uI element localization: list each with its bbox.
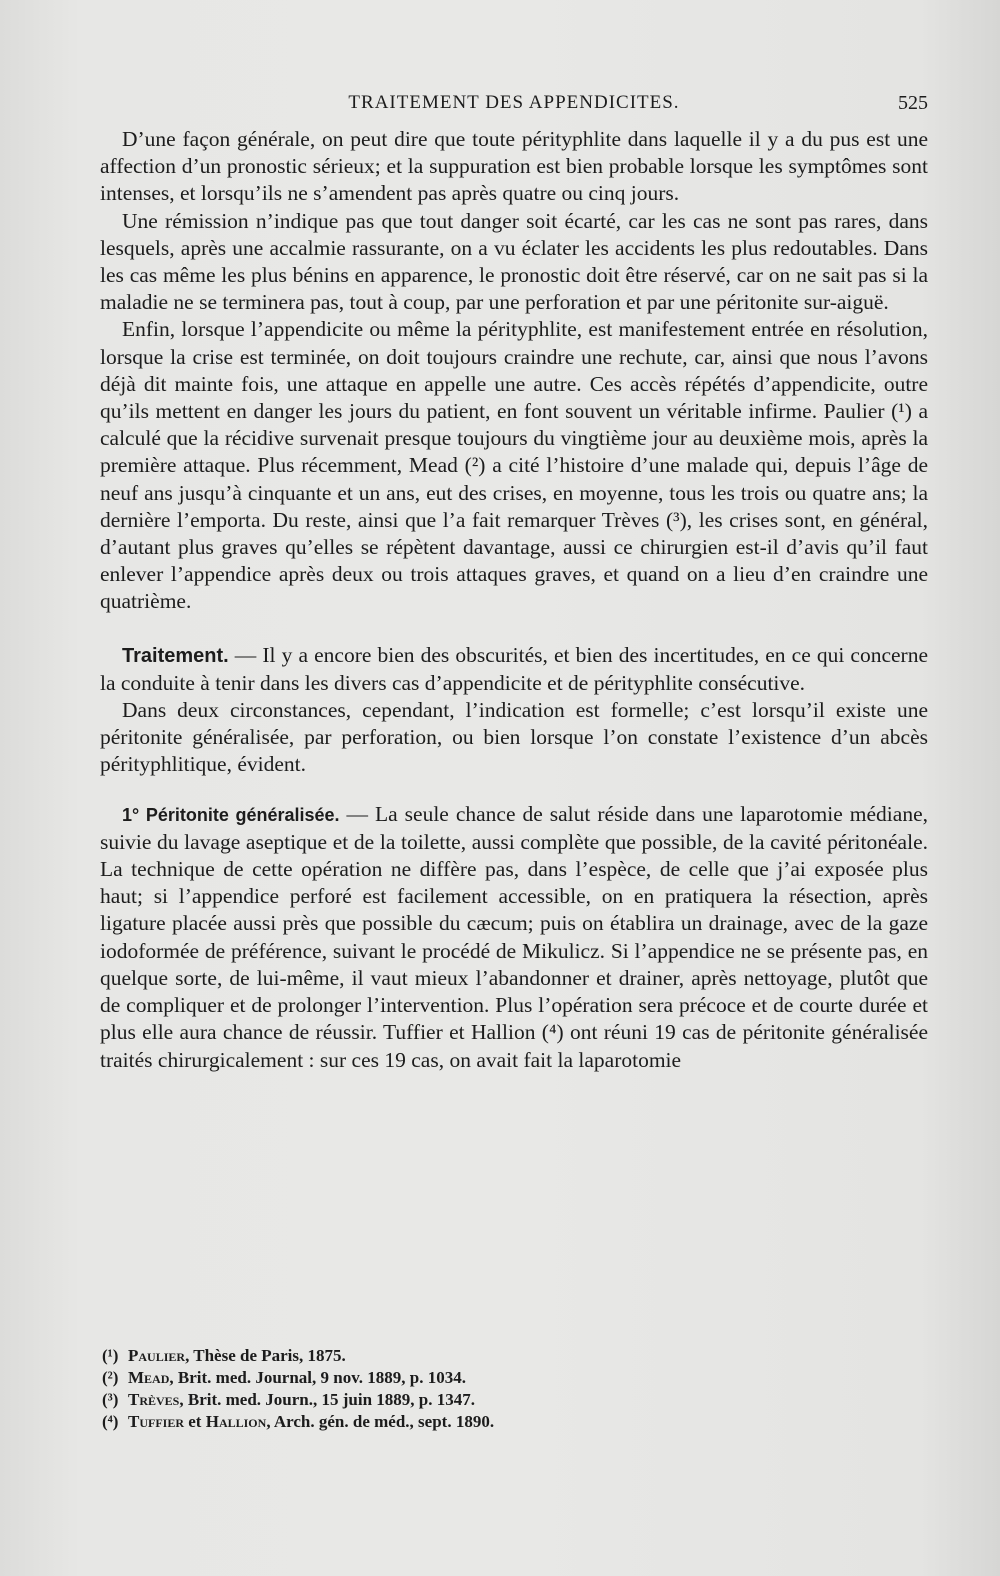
- paragraph-prognosis-pus: D’une façon générale, on peut dire que toute pérityphlite dans laquelle il y a du pus est une affection d’un pronostic sérieux; et la suppuration est bien probable lorsque les symptômes sont intenses, et lorsqu’ils ne s’amendent pas après quatre ou cinq jours.: [100, 127, 928, 206]
- peritonitis-text: — La seule chance de salut réside dans une laparotomie médiane, suivie du lavage aseptique et de la toilette, aussi complète que possible, de la cavité péritonéale. La technique de cette opération ne diffère pas, dans l’espèce, de celle que j’ai exposée plus haut; si l’appendice perforé est facilement accessible, on en pratiquera la résection, après ligature placée aussi près que possible du cæcum; puis on établira un drainage, avec de la gaze iodoformée de préférence, suivant le procédé de Mikulicz. Si l’appendice ne se présente pas, en quelque sorte, de lui-même, il vaut mieux l’abandonner et drainer, après nettoyage, plutôt que de compliquer et de prolonger l’intervention. Plus l’opération sera précoce et de courte durée et plus elle aura chance de réussir. Tuffier et Hallion (⁴) ont réuni 19 cas de péritonite généralisée traités chirurgicalement : sur ces 19 cas, on avait fait la laparotomie: [100, 801, 928, 1072]
- subsection-gap: [100, 779, 928, 801]
- running-title: TRAITEMENT DES APPENDICITES.: [348, 92, 680, 113]
- footnote-3: [102, 1389, 902, 1411]
- footnote-reference: , Arch. gén. de méd., sept. 1890.: [266, 1412, 495, 1431]
- footnote-2: [102, 1367, 902, 1389]
- footnote-marker: (¹): [102, 1346, 119, 1365]
- footnote-marker: (³): [102, 1390, 119, 1409]
- footnote-1: [102, 1345, 902, 1367]
- footnote-author-2: Hallion: [205, 1412, 267, 1431]
- subsection-heading-peritonitis: 1° Péritonite généralisée.: [122, 804, 340, 825]
- paragraph-relapse: Enfin, lorsque l’appendicite ou même la pérityphlite, est manifestement entrée en résolution, lorsque la crise est terminée, on doit toujours craindre une rechute, car, ainsi que nous l’avons déjà dit mainte fois, une attaque en appelle une autre. Ces accès répétés d’appendicite, outre qu’ils mettent en danger les jours du patient, en font souvent un véritable infirme. Paulier (¹) a calculé que la récidive survenait presque toujours du vingtième jour au deuxième mois, après la première attaque. Plus récemment, Mead (²) a cité l’histoire d’une malade qui, depuis l’âge de neuf ans jusqu’à cinquante et un ans, eut des crises, en moyenne, tous les trois ou quatre ans; la dernière l’emporta. Du reste, ainsi que l’a fait remarquer Trèves (³), les crises sont, en général, d’autant plus graves qu’elles se répètent davantage, aussi ce chirurgien est-il d’avis qu’il faut enlever l’appendice après deux ou trois attaques graves, et quand on a lieu d’en craindre une quatrième.: [100, 317, 928, 614]
- footnote-marker: (⁴): [102, 1412, 119, 1431]
- section-heading-treatment: Traitement.: [122, 644, 229, 667]
- footnote-4: [102, 1411, 902, 1433]
- paragraph-treatment-intro: [100, 642, 928, 697]
- footnotes: [102, 1345, 902, 1433]
- paragraph-indications: Dans deux circonstances, cependant, l’indication est formelle; c’est lorsqu’il existe une péritonite généralisée, par perforation, ou bien lorsque l’on constate l’existence d’un abcès pérityphlitique, évident.: [100, 698, 928, 777]
- footnote-reference: , Thèse de Paris, 1875.: [185, 1346, 346, 1365]
- footnote-reference: , Brit. med. Journal, 9 nov. 1889, p. 1034.: [169, 1368, 466, 1387]
- footnote-author: Tuffier: [128, 1412, 185, 1431]
- body-text: [100, 126, 928, 1074]
- footnote-author: Mead: [128, 1368, 170, 1387]
- section-gap: [100, 616, 928, 642]
- footnote-conjunction: et: [184, 1412, 206, 1431]
- page-number: 525: [898, 92, 928, 114]
- footnote-reference: , Brit. med. Journ., 15 juin 1889, p. 1347.: [179, 1390, 475, 1409]
- footnote-marker: (²): [102, 1368, 119, 1387]
- paragraph-remission: Une rémission n’indique pas que tout danger soit écarté, car les cas ne sont pas rares, dans lesquels, après une accalmie rassurante, on a vu éclater les accidents les plus redoutables. Dans les cas même les plus bénins en apparence, le pronostic doit être réservé, car on ne sait pas si la maladie ne se terminera pas, tout à coup, par une perforation et par une péritonite sur-aiguë.: [100, 208, 928, 315]
- paragraph-peritonitis: [100, 801, 928, 1074]
- footnote-author: Paulier: [128, 1346, 186, 1365]
- treatment-intro-text: — Il y a encore bien des obscurités, et bien des incertitudes, en ce qui concerne la conduite à tenir dans les divers cas d’appendicite et de pérityphlite consécutive.: [100, 642, 928, 695]
- footnote-author: Trèves: [128, 1390, 180, 1409]
- running-header: [100, 92, 928, 122]
